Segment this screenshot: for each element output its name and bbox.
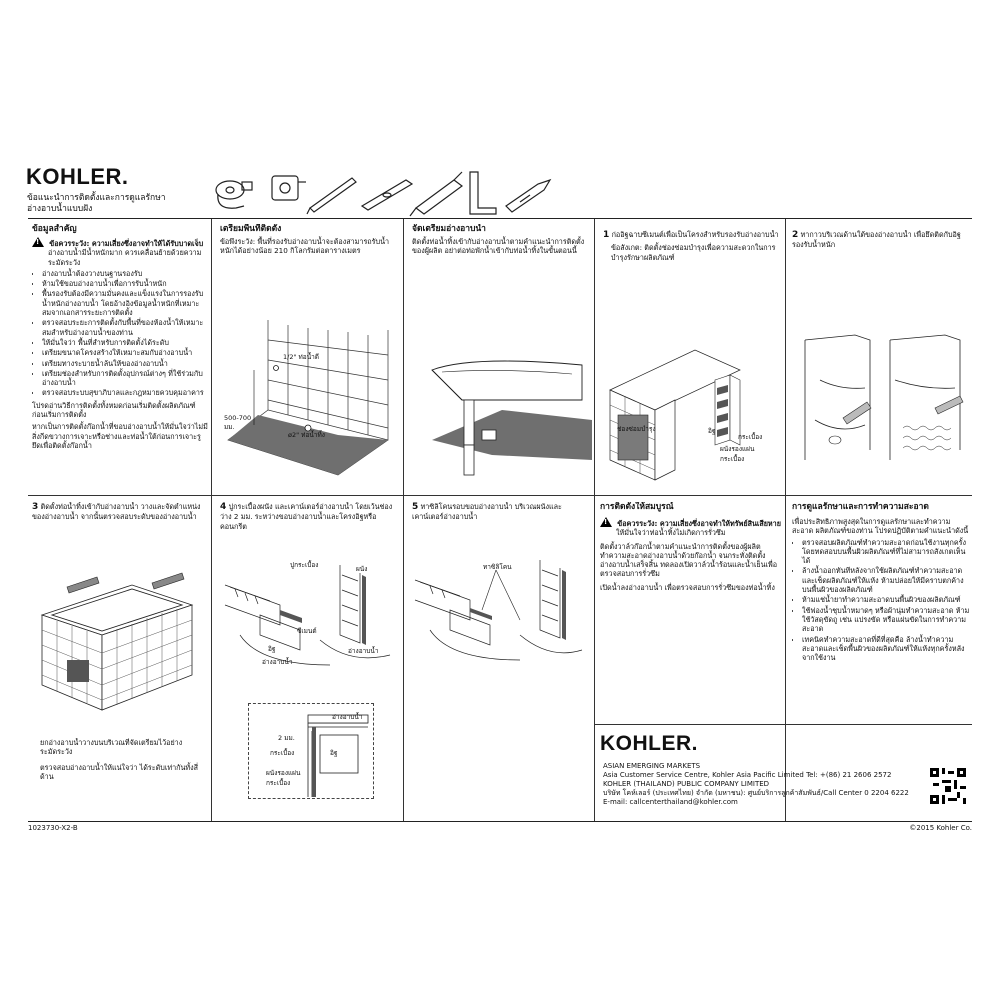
bath-drain-illustration (412, 340, 592, 490)
step5-section (412, 502, 590, 542)
label-access-panel: ช่องซ่อมบำรุง (617, 425, 656, 433)
label-wall: ผนัง (356, 565, 368, 573)
contact-line: บริษัท โคห์เลอร์ (ประเทศไทย) จำกัด (มหาชน): ศูนย์บริการลูกค้าสัมพันธ์/Call Center 0 2204 6222 (603, 789, 909, 797)
list-item: • ล้างน้ำออกทันทีหลังจากใช้ผลิตภัณฑ์ทำความสะอาดและเช็ดผลิตภัณฑ์ให้แห้ง ห้ามปล่อยให้มีคราบตกค้างบนพื้นผิวของผลิตภัณฑ์ (802, 566, 970, 594)
list-item: • พื้นรองรับต้องมีความมั่นคงและแข็งแรงในการรองรับน้ำหนักอ่างอาบน้ำ โดยอ้างอิงข้อมูลน้ำหนักที่เหมาะสมจากเอกสารระยะการติดตั้ง (42, 289, 208, 317)
adhesive-illustration (795, 330, 970, 470)
caution-text: อ่างอาบน้ำมีน้ำหนักมาก ควรเคลื่อนย้ายด้วยความระมัดระวัง (48, 248, 202, 267)
spirit-level-icon (362, 180, 412, 210)
prep-site-section (220, 224, 400, 284)
bath-install-illustration (32, 565, 207, 715)
prep-bath-title: จัดเตรียมอ่างอาบน้ำ (412, 224, 486, 234)
label-brick: อิฐ (330, 749, 338, 757)
step1-section (603, 230, 783, 290)
caution-label: ข้อควรระวัง: ความเสี่ยงซึ่งอาจทำให้ได้รับบาดเจ็บ (49, 239, 204, 248)
list-item: • ใช้ฟองน้ำชุบน้ำหมาดๆ หรือผ้านุ่มทำความสะอาด ห้ามใช้วัสดุขัดถู เช่น แปรงขัด หรือแผ่นขัดในการทำความสะอาด (802, 606, 970, 634)
label-cement: ซีเมนต์ (297, 627, 317, 635)
label-water-pipe: 1/2" ท่อน้ำดี (283, 353, 320, 361)
prep-bath-text: ติดตั้งท่อน้ำทิ้งเข้ากับอ่างอาบน้ำตามคำแนะนำการติดตั้งของผู้ผลิต อย่าต่อท่อพักน้ำเข้ากับท่อน้ำทิ้งในขั้นตอนนี้ (412, 237, 585, 256)
brick-frame-illustration (600, 320, 780, 490)
list-item: • ตรวจสอบผลิตภัณฑ์ทำความสะอาดก่อนใช้งานทุกครั้ง โดยทดสอบบนพื้นผิวผลิตภัณฑ์ที่ไม่สามารถสังเกตเห็นได้ (802, 538, 970, 566)
prep-site-caution: ข้อพึงระวัง: พื้นที่รองรับอ่างอาบน้ำจะต้องสามารถรับน้ำหนักได้อย่างน้อย 210 กิโลกรัมต่อตารางเมตร (220, 237, 390, 256)
step3-notes (40, 738, 210, 798)
note-text: หากเป็นการติดตั้งก๊อกน้ำที่ขอบอ่างอาบน้ำให้มั่นใจว่าไม่มีสิ่งกีดขวางการเจาะหรือช่างและท่อน้ำใต้ก่อนการเจาะรูยึดเพื่อติดตั้งก๊อกน้ำ (32, 422, 208, 450)
divider (785, 219, 786, 821)
pencil-icon (307, 178, 356, 214)
step3-section (32, 502, 208, 542)
complete-text2: เปิดน้ำลงอ่างอาบน้ำ เพื่อตรวจสอบการรั่วซึมของท่อน้ำทิ้ง (600, 582, 775, 592)
doc-title-line1: ข้อแนะนำการติดตั้งและการดูแลรักษา (27, 193, 166, 203)
caution-text: ให้มั่นใจว่าท่อน้ำทิ้งไม่เกิดการรั่วซึม (616, 528, 726, 538)
list-item: • อ่างอาบน้ำต้องวางบนฐานรองรับ (42, 269, 208, 278)
care-title: การดูแลรักษาและการทำความสะอาด (792, 502, 929, 512)
list-item: • ห้ามใช้ขอบอ่างอาบน้ำเพื่อการรับน้ำหนัก (42, 279, 208, 288)
important-section (32, 224, 208, 494)
square-ruler-icon (470, 172, 496, 214)
site-illustration (218, 310, 403, 490)
complete-section (600, 502, 782, 722)
list-item: • ห้ามแช่น้ำยาทำความสะอาดบนพื้นผิวของผลิตภัณฑ์ (802, 595, 970, 604)
step1-note: ข้อสังเกต: ติดตั้งช่องซ่อมบำรุงเพื่อความสะดวกในการบำรุงรักษาผลิตภัณฑ์ (611, 243, 776, 262)
list-item: • ตรวจสอบระบบสุขาภิบาลและกฎหมายควบคุมอาคาร (42, 388, 208, 397)
label-bath: อ่างอาบน้ำ (262, 658, 293, 666)
step2-section (792, 230, 970, 270)
step-number: 3 (32, 502, 39, 512)
level-tape-icon (272, 176, 306, 200)
step3-text: ติดตั้งท่อน้ำทิ้งเข้ากับอ่างอาบน้ำ วางและจัดตำแหน่งของอ่างอาบน้ำ จากนั้นตรวจสอบระดับของอ่างอาบน้ำ (32, 502, 201, 522)
tape-measure-icon (216, 181, 252, 208)
label-mortar: ผนังรองแผ่นกระเบื้อง (720, 445, 755, 463)
contact-info (603, 762, 923, 807)
list-item: • เตรียมช่องสำหรับการติดตั้งอุปกรณ์ต่างๆ ที่ใช้ร่วมกับอ่างอาบน้ำ (42, 369, 208, 388)
label-drain: ø2" ท่อน้ำทิ้ง (288, 431, 325, 439)
label-height: 500-700 มม. (224, 414, 252, 431)
contact-line: KOHLER (THAILAND) PUBLIC COMPANY LIMITED (603, 780, 770, 788)
label-tile: ปูกระเบื้อง (290, 561, 319, 569)
tiling-illustration (220, 555, 395, 685)
caulk-gun-icon (410, 172, 462, 216)
step4-section (220, 502, 398, 552)
step-number: 5 (412, 502, 419, 512)
divider (211, 219, 212, 821)
care-list (792, 538, 970, 663)
important-list (32, 269, 208, 398)
doc-title-line2: อ่างอาบน้ำแบบฝัง (27, 204, 93, 214)
step3-text2: ยกอ่างอาบน้ำวางบนบริเวณที่จัดเตรียมไว้อย่างระมัดระวัง (40, 738, 183, 757)
care-intro: เพื่อประสิทธิภาพสูงสุดในการดูแลรักษาและทำความสะอาด ผลิตภัณฑ์ของท่าน โปรดปฏิบัติตามคำแนะนำดังนี้ (792, 517, 969, 536)
note-text: โปรดอ่านวิธีการติดตั้งทั้งหมดก่อนเริ่มติดตั้งผลิตภัณฑ์ก่อนเริ่มการติดตั้ง (32, 400, 196, 420)
list-item: • ให้มั่นใจว่า พื้นที่สำหรับการติดตั้งได้ระดับ (42, 338, 208, 347)
complete-title: การติดตั้งให้สมบูรณ์ (600, 502, 674, 512)
care-section (792, 502, 970, 724)
label-bath: อ่างอาบน้ำ (348, 647, 379, 655)
label-mortar: ผนังรองแผ่นกระเบื้อง (266, 769, 301, 787)
caution-label: ข้อควรระวัง: ความเสี่ยงซึ่งอาจทำให้ทรัพย์สินเสียหาย (617, 519, 781, 528)
qr-code-icon (930, 768, 966, 804)
important-title: ข้อมูลสำคัญ (32, 224, 77, 234)
doc-title (27, 193, 166, 215)
list-item: • เทคนิคทำความสะอาดที่ดีที่สุดคือ ล้างน้ำทำความสะอาดและเช็ดพื้นผิวของผลิตภัณฑ์ให้แห้งทุกครั้งหลังจากใช้งาน (802, 635, 970, 663)
step2-text: ทากาวบริเวณด้านใต้ของอ่างอาบน้ำ เพื่อยึดติดกับอิฐรองรับน้ำหนัก (792, 230, 961, 250)
step-number: 4 (220, 502, 227, 512)
divider (28, 495, 972, 496)
step-number: 2 (792, 230, 799, 240)
warning-icon (600, 517, 612, 527)
doc-code: 1023730-X2-B (28, 824, 78, 832)
kohler-logo: KOHLER. (600, 732, 698, 755)
prep-bath-section (412, 224, 592, 284)
complete-text1: ติดตั้งวาล์วก๊อกน้ำตามคำแนะนำการติดตั้งของผู้ผลิต ทำความสะอาดอ่างอาบน้ำด้วยก๊อกน้ำ จนกระทั่งติดตั้งอ่างอาบน้ำเสร็จสิ้น ทดลองเปิดวาล์วน้ำร้อนและน้ำเย็นเพื่อตรวจสอบการรั่วซึม (600, 541, 778, 579)
copyright: ©2015 Kohler Co. (909, 824, 972, 832)
contact-line: ASIAN EMERGING MARKETS (603, 762, 701, 770)
kohler-logo: KOHLER. (26, 164, 129, 189)
divider (403, 219, 404, 821)
step3-text3: ตรวจสอบอ่างอาบน้ำให้แน่ใจว่า ได้ระดับเท่ากันทั้งสี่ด้าน (40, 762, 199, 781)
label-silicone: ทาซิลิโคน (483, 563, 512, 571)
step4-text: ปูกระเบื้องผนัง และเคาน์เตอร์อ่างอาบน้ำ โดยเว้นช่องว่าง 2 มม. ระหว่างขอบอ่างอาบน้ำและโครงอิฐหรือคอนกรีต (220, 502, 393, 531)
contact-line: Asia Customer Service Centre, Kohler Asia Pacific Limited Tel: +(86) 21 2606 2572 (603, 771, 892, 779)
step5-text: ทาซิลิโคนรอบขอบอ่างอาบน้ำ บริเวณผนังและเคาน์เตอร์อ่างอาบน้ำ (412, 502, 562, 522)
list-item: • เตรียมขนาดโครงสร้างให้เหมาะสมกับอ่างอาบน้ำ (42, 348, 208, 357)
divider (594, 219, 595, 821)
step-number: 1 (603, 230, 610, 240)
divider (594, 724, 972, 725)
label-gap: 2 มม. (278, 734, 295, 742)
label-bath: อ่างอาบน้ำ (332, 713, 363, 721)
label-brick: อิฐ (268, 645, 276, 653)
list-item: • เตรียมทางระบายน้ำล้นให้ของอ่างอาบน้ำ (42, 359, 208, 368)
list-item: • ตรวจสอบระยะการติดตั้งกับพื้นที่ของห้องน้ำให้เหมาะสมสำหรับอ่างอาบน้ำของท่าน (42, 318, 208, 337)
contact-email: E-mail: callcenterthailand@kohler.com (603, 798, 738, 806)
tools-row (210, 162, 570, 222)
prep-site-title: เตรียมพื้นที่ติดตั้ง (220, 224, 282, 234)
warning-icon (32, 237, 44, 247)
utility-knife-icon (506, 180, 550, 212)
label-brick: อิฐ (708, 427, 716, 435)
step1-text: ก่ออิฐฉาบซีเมนต์เพื่อเป็นโครงสำหรับรองรับอ่างอาบน้ำ (611, 230, 779, 239)
label-tile: กระเบื้อง (270, 749, 295, 757)
label-tile: กระเบื้อง (738, 433, 763, 441)
